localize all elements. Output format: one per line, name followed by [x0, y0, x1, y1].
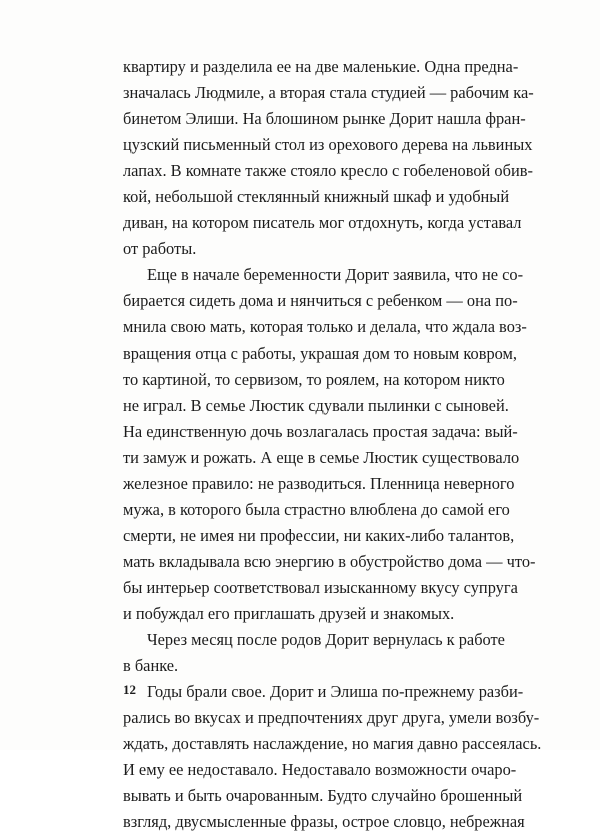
text-line: железное правило: не разводиться. Пленница неверного: [123, 473, 515, 493]
text-line: значалась Людмиле, а вторая стала студией — рабочим ка-: [123, 83, 534, 103]
text-line: вращения отца с работы, украшая дом то новым ковром,: [123, 343, 517, 363]
paragraph: [123, 262, 536, 627]
text-line: от работы.: [123, 239, 197, 259]
text-line: в банке.: [123, 656, 179, 676]
text-line: взгляд, двусмысленные фразы, острое словцо, небрежная: [123, 812, 525, 832]
text-line: не играл. В семье Люстик сдували пылинки с сыновей.: [123, 395, 509, 415]
text-line: смерти, не имея ни профессии, ни каких-либо талантов,: [123, 525, 515, 545]
text-line: ждать, доставлять наслаждение, но магия давно рассеялась.: [123, 734, 542, 754]
text-line: бы интерьер соответствовал изысканному вкусу супруга: [123, 577, 518, 597]
text-line: Через месяц после родов Дорит вернулась к работе: [147, 630, 505, 650]
text-line: лапах. В комнате также стояло кресло с гобеленовой обив-: [123, 161, 533, 181]
text-line: вывать и быть очарованным. Будто случайно брошенный: [123, 786, 523, 806]
text-line: кой, небольшой стеклянный книжный шкаф и удобный: [123, 187, 510, 207]
text-line: Годы брали свое. Дорит и Элиша по-прежнему разби-: [147, 682, 524, 702]
text-line: то картиной, то сервизом, то роялем, на котором никто: [123, 369, 505, 389]
text-line: и побуждал его приглашать друзей и знакомых.: [123, 603, 455, 623]
paragraph: [123, 679, 542, 835]
text-line: бинетом Элиши. На блошином рынке Дорит нашла фран-: [123, 109, 526, 129]
text-line: ти замуж и рожать. А еще в семье Люстик существовало: [123, 447, 520, 467]
text-line: На единственную дочь возлагалась простая задача: вый-: [123, 421, 518, 441]
text-line: И ему ее недоставало. Недоставало возможности очаро-: [123, 760, 517, 780]
text-line: Еще в начале беременности Дорит заявила, что не со-: [147, 265, 524, 285]
text-line: мнила свою мать, которая только и делала, что ждала воз-: [123, 317, 527, 337]
body-text: [123, 54, 542, 835]
text-line: мужа, в которого была страстно влюблена до самой его: [123, 499, 510, 519]
text-line: квартиру и разделила ее на две маленькие. Одна предна-: [123, 57, 519, 76]
text-line: рались во вкусах и предпочтениях друг друга, умели возбу-: [123, 708, 540, 728]
page-number: 12: [123, 682, 136, 697]
text-line: мать вкладывала всю энергию в обустройство дома — что-: [123, 551, 536, 571]
paragraph: [123, 54, 534, 262]
text-line: бирается сидеть дома и нянчиться с ребенком — она по-: [123, 291, 518, 311]
text-line: диван, на котором писатель мог отдохнуть, когда уставал: [123, 213, 522, 233]
paragraph: [123, 627, 503, 679]
text-line: цузский письменный стол из орехового дерева на львиных: [123, 135, 533, 155]
